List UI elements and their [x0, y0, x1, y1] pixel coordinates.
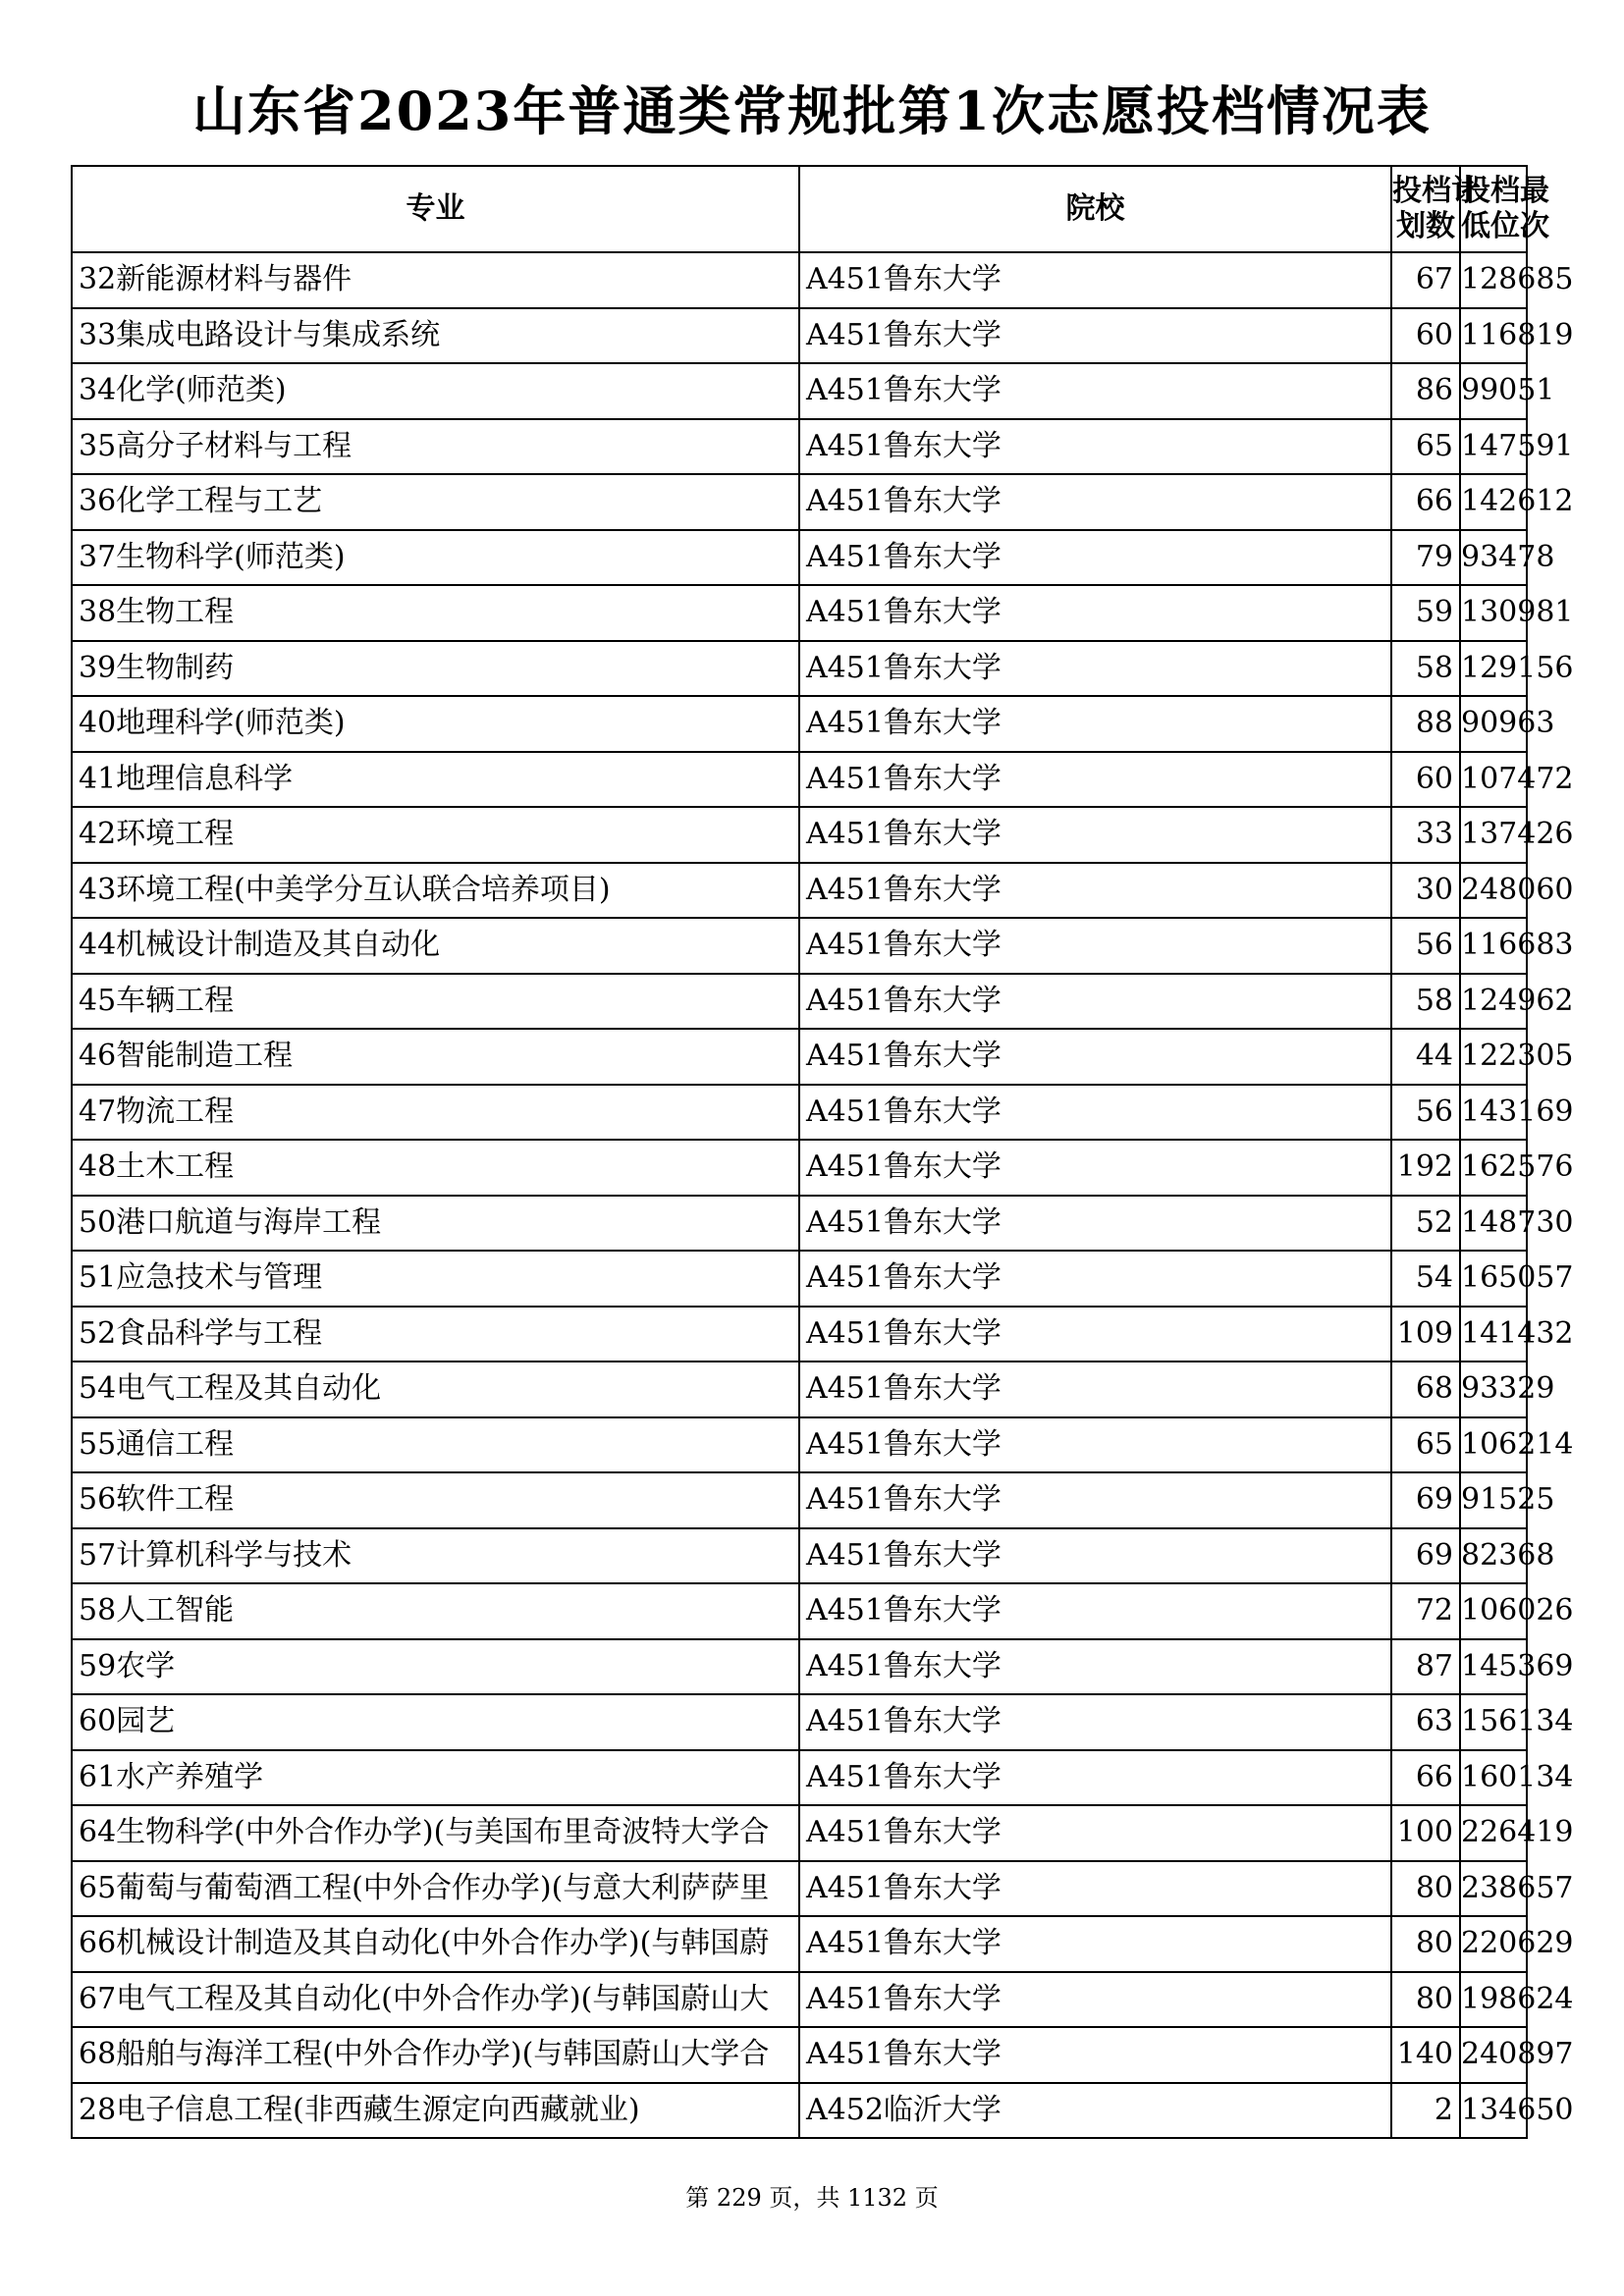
cell-school: A451鲁东大学	[799, 641, 1391, 697]
cell-school: A452临沂大学	[799, 2083, 1391, 2139]
table-row	[72, 308, 1527, 364]
cell-school: A451鲁东大学	[799, 1861, 1391, 1917]
cell-plan: 69	[1391, 1528, 1460, 1584]
cell-plan: 79	[1391, 530, 1460, 586]
table-row	[72, 1916, 1527, 1972]
table-row	[72, 1639, 1527, 1695]
table-row	[72, 1362, 1527, 1417]
header-plan-line2: 划数	[1396, 209, 1455, 243]
cell-school: A451鲁东大学	[799, 974, 1391, 1030]
cell-plan: 65	[1391, 419, 1460, 475]
cell-school: A451鲁东大学	[799, 1805, 1391, 1861]
cell-school: A451鲁东大学	[799, 863, 1391, 919]
table-row	[72, 918, 1527, 974]
cell-major: 34化学(师范类)	[72, 363, 799, 419]
page-title: 山东省2023年普通类常规批第1次志愿投档情况表	[192, 80, 1432, 142]
cell-plan: 66	[1391, 1750, 1460, 1806]
cell-rank: 99051	[1460, 363, 1527, 419]
cell-school: A451鲁东大学	[799, 752, 1391, 808]
cell-major: 32新能源材料与器件	[72, 252, 799, 308]
cell-major: 43环境工程(中美学分互认联合培养项目)	[72, 863, 799, 919]
cell-school: A451鲁东大学	[799, 1472, 1391, 1528]
cell-rank: 160134	[1460, 1750, 1527, 1806]
cell-major: 64生物科学(中外合作办学)(与美国布里奇波特大学合	[72, 1805, 799, 1861]
cell-plan: 30	[1391, 863, 1460, 919]
table-header-row	[72, 166, 1527, 252]
cell-rank: 128685	[1460, 252, 1527, 308]
cell-rank: 165057	[1460, 1251, 1527, 1307]
cell-rank: 106214	[1460, 1417, 1527, 1473]
cell-school: A451鲁东大学	[799, 1196, 1391, 1252]
cell-plan: 140	[1391, 2027, 1460, 2083]
cell-major: 36化学工程与工艺	[72, 474, 799, 530]
cell-school: A451鲁东大学	[799, 1362, 1391, 1417]
table-row	[72, 1750, 1527, 1806]
header-rank	[1460, 166, 1549, 252]
cell-rank: 82368	[1460, 1528, 1527, 1584]
cell-plan: 80	[1391, 1861, 1460, 1917]
cell-major: 39生物制药	[72, 641, 799, 697]
admission-table	[71, 165, 1574, 2139]
cell-plan: 68	[1391, 1362, 1460, 1417]
cell-plan: 192	[1391, 1140, 1460, 1196]
cell-rank: 116683	[1460, 918, 1527, 974]
cell-major: 58人工智能	[72, 1583, 799, 1639]
cell-rank: 124962	[1460, 974, 1527, 1030]
table-row	[72, 1029, 1527, 1085]
cell-rank: 145369	[1460, 1639, 1527, 1695]
table-row	[72, 974, 1527, 1030]
cell-rank: 129156	[1460, 641, 1527, 697]
table-row	[72, 1307, 1527, 1362]
cell-school: A451鲁东大学	[799, 1417, 1391, 1473]
cell-school: A451鲁东大学	[799, 419, 1391, 475]
cell-rank: 122305	[1460, 1029, 1527, 1085]
cell-major: 57计算机科学与技术	[72, 1528, 799, 1584]
table-row	[72, 419, 1527, 475]
table-row	[72, 1251, 1527, 1307]
cell-major: 59农学	[72, 1639, 799, 1695]
cell-plan: 58	[1391, 641, 1460, 697]
cell-plan: 2	[1391, 2083, 1460, 2139]
cell-rank: 248060	[1460, 863, 1527, 919]
table-row	[72, 1085, 1527, 1141]
cell-school: A451鲁东大学	[799, 363, 1391, 419]
cell-rank: 162576	[1460, 1140, 1527, 1196]
cell-school: A451鲁东大学	[799, 1140, 1391, 1196]
table-row	[72, 1140, 1527, 1196]
cell-rank: 116819	[1460, 308, 1527, 364]
cell-rank: 107472	[1460, 752, 1527, 808]
cell-plan: 52	[1391, 1196, 1460, 1252]
cell-school: A451鲁东大学	[799, 1029, 1391, 1085]
page-footer: 第 229 页，共 1132 页	[685, 2184, 939, 2212]
table-row	[72, 2027, 1527, 2083]
cell-major: 42环境工程	[72, 807, 799, 863]
cell-plan: 69	[1391, 1472, 1460, 1528]
table-row	[72, 252, 1527, 308]
table-row	[72, 2083, 1527, 2139]
cell-major: 67电气工程及其自动化(中外合作办学)(与韩国蔚山大	[72, 1972, 799, 2028]
cell-major: 56软件工程	[72, 1472, 799, 1528]
cell-rank: 147591	[1460, 419, 1527, 475]
cell-plan: 80	[1391, 1916, 1460, 1972]
table-row	[72, 530, 1527, 586]
cell-plan: 109	[1391, 1307, 1460, 1362]
cell-major: 45车辆工程	[72, 974, 799, 1030]
header-rank-line2: 低位次	[1461, 209, 1549, 243]
cell-plan: 66	[1391, 474, 1460, 530]
cell-school: A451鲁东大学	[799, 1694, 1391, 1750]
cell-rank: 240897	[1460, 2027, 1527, 2083]
header-plan-line1: 投档计	[1392, 174, 1481, 208]
table-row	[72, 1528, 1527, 1584]
cell-plan: 60	[1391, 308, 1460, 364]
cell-major: 37生物科学(师范类)	[72, 530, 799, 586]
cell-rank: 220629	[1460, 1916, 1527, 1972]
cell-plan: 72	[1391, 1583, 1460, 1639]
cell-rank: 134650	[1460, 2083, 1527, 2139]
cell-rank: 198624	[1460, 1972, 1527, 2028]
cell-school: A451鲁东大学	[799, 308, 1391, 364]
cell-major: 35高分子材料与工程	[72, 419, 799, 475]
header-school: 院校	[799, 166, 1391, 252]
table-row	[72, 641, 1527, 697]
cell-plan: 60	[1391, 752, 1460, 808]
table-row	[72, 1417, 1527, 1473]
cell-plan: 100	[1391, 1805, 1460, 1861]
cell-rank: 156134	[1460, 1694, 1527, 1750]
cell-plan: 86	[1391, 363, 1460, 419]
cell-major: 48土木工程	[72, 1140, 799, 1196]
header-rank-line1: 投档最	[1461, 174, 1549, 208]
table-row	[72, 1694, 1527, 1750]
cell-major: 51应急技术与管理	[72, 1251, 799, 1307]
cell-major: 52食品科学与工程	[72, 1307, 799, 1362]
cell-major: 44机械设计制造及其自动化	[72, 918, 799, 974]
cell-plan: 87	[1391, 1639, 1460, 1695]
table-row	[72, 807, 1527, 863]
table-row	[72, 474, 1527, 530]
cell-major: 55通信工程	[72, 1417, 799, 1473]
table-row	[72, 1196, 1527, 1252]
cell-school: A451鲁东大学	[799, 696, 1391, 752]
cell-rank: 91525	[1460, 1472, 1527, 1528]
cell-school: A451鲁东大学	[799, 585, 1391, 641]
cell-rank: 106026	[1460, 1583, 1527, 1639]
table-row	[72, 1861, 1527, 1917]
cell-major: 33集成电路设计与集成系统	[72, 308, 799, 364]
cell-rank: 141432	[1460, 1307, 1527, 1362]
cell-school: A451鲁东大学	[799, 1583, 1391, 1639]
cell-rank: 130981	[1460, 585, 1527, 641]
table-row	[72, 752, 1527, 808]
cell-plan: 63	[1391, 1694, 1460, 1750]
cell-school: A451鲁东大学	[799, 252, 1391, 308]
table-row	[72, 585, 1527, 641]
header-major: 专业	[72, 166, 799, 252]
cell-major: 61水产养殖学	[72, 1750, 799, 1806]
cell-school: A451鲁东大学	[799, 1972, 1391, 2028]
cell-plan: 59	[1391, 585, 1460, 641]
cell-plan: 58	[1391, 974, 1460, 1030]
cell-plan: 56	[1391, 1085, 1460, 1141]
table-row	[72, 1805, 1527, 1861]
cell-major: 66机械设计制造及其自动化(中外合作办学)(与韩国蔚	[72, 1916, 799, 1972]
cell-school: A451鲁东大学	[799, 807, 1391, 863]
cell-school: A451鲁东大学	[799, 530, 1391, 586]
cell-major: 47物流工程	[72, 1085, 799, 1141]
header-plan	[1391, 166, 1481, 252]
cell-plan: 88	[1391, 696, 1460, 752]
cell-plan: 67	[1391, 252, 1460, 308]
cell-school: A451鲁东大学	[799, 1307, 1391, 1362]
cell-school: A451鲁东大学	[799, 1750, 1391, 1806]
table-row	[72, 1583, 1527, 1639]
cell-school: A451鲁东大学	[799, 1528, 1391, 1584]
table-row	[72, 696, 1527, 752]
table-row	[72, 363, 1527, 419]
cell-major: 65葡萄与葡萄酒工程(中外合作办学)(与意大利萨萨里	[72, 1861, 799, 1917]
cell-plan: 80	[1391, 1972, 1460, 2028]
cell-school: A451鲁东大学	[799, 474, 1391, 530]
cell-plan: 33	[1391, 807, 1460, 863]
cell-rank: 148730	[1460, 1196, 1527, 1252]
cell-major: 50港口航道与海岸工程	[72, 1196, 799, 1252]
cell-school: A451鲁东大学	[799, 2027, 1391, 2083]
cell-rank: 143169	[1460, 1085, 1527, 1141]
cell-major: 46智能制造工程	[72, 1029, 799, 1085]
cell-plan: 65	[1391, 1417, 1460, 1473]
cell-major: 28电子信息工程(非西藏生源定向西藏就业)	[72, 2083, 799, 2139]
cell-school: A451鲁东大学	[799, 1916, 1391, 1972]
cell-major: 54电气工程及其自动化	[72, 1362, 799, 1417]
cell-major: 41地理信息科学	[72, 752, 799, 808]
cell-plan: 54	[1391, 1251, 1460, 1307]
cell-major: 60园艺	[72, 1694, 799, 1750]
cell-major: 38生物工程	[72, 585, 799, 641]
cell-plan: 44	[1391, 1029, 1460, 1085]
cell-rank: 137426	[1460, 807, 1527, 863]
cell-rank: 93478	[1460, 530, 1527, 586]
cell-school: A451鲁东大学	[799, 1251, 1391, 1307]
cell-school: A451鲁东大学	[799, 1639, 1391, 1695]
cell-rank: 238657	[1460, 1861, 1527, 1917]
cell-major: 40地理科学(师范类)	[72, 696, 799, 752]
cell-school: A451鲁东大学	[799, 1085, 1391, 1141]
cell-school: A451鲁东大学	[799, 918, 1391, 974]
cell-rank: 226419	[1460, 1805, 1527, 1861]
cell-major: 68船舶与海洋工程(中外合作办学)(与韩国蔚山大学合	[72, 2027, 799, 2083]
cell-rank: 93329	[1460, 1362, 1527, 1417]
table-row	[72, 1972, 1527, 2028]
table-row	[72, 863, 1527, 919]
cell-rank: 142612	[1460, 474, 1527, 530]
cell-rank: 90963	[1460, 696, 1527, 752]
cell-plan: 56	[1391, 918, 1460, 974]
table-row	[72, 1472, 1527, 1528]
